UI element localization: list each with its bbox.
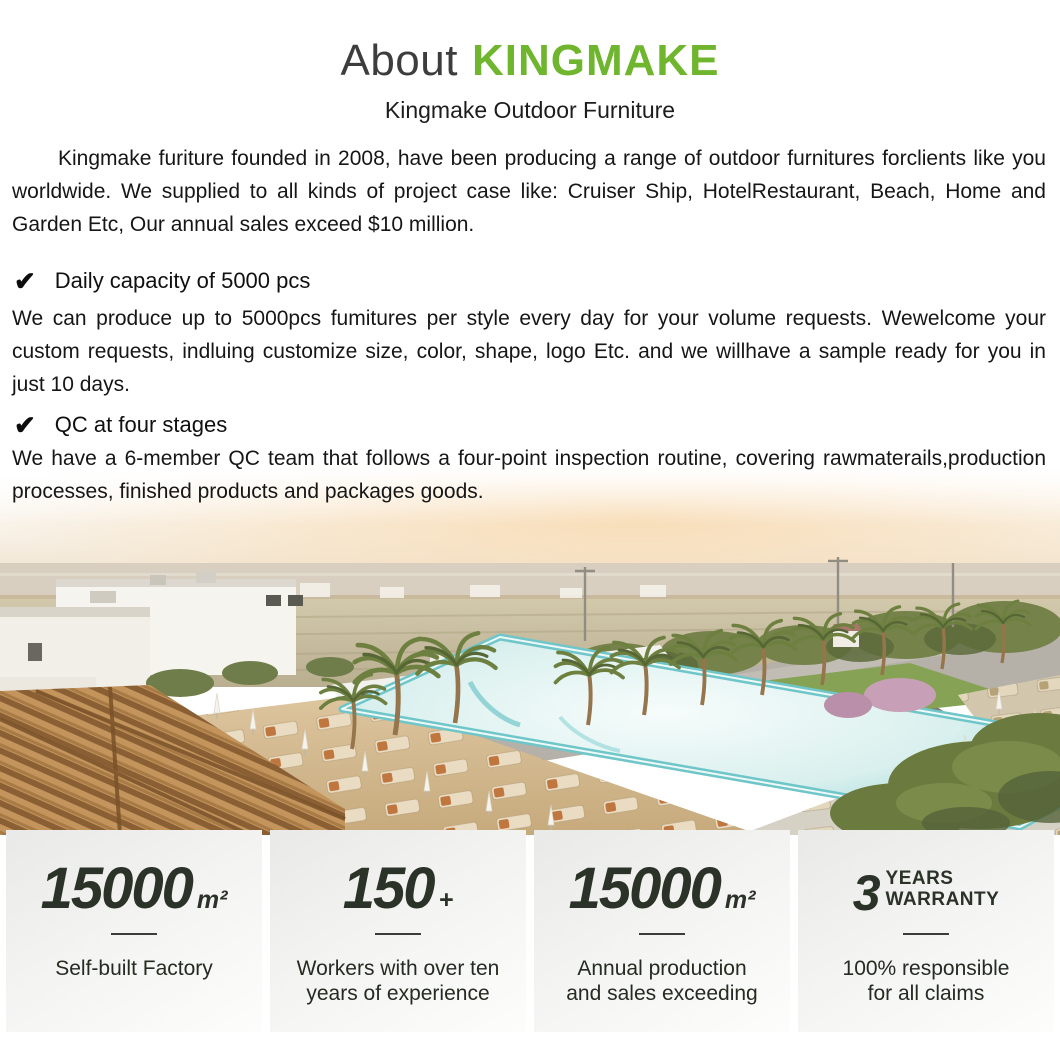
hero-photo — [0, 467, 1060, 835]
feature-body: We can produce up to 5000pcs fumitures per style every day for your volume requests. Wewelcome your custom requests, indluing customize size, color, shape, logo Etc. and we willhave a sample ready for you in just 10 days. — [12, 307, 1046, 396]
stat-unit: + — [438, 886, 454, 914]
stat-value: 15000 — [40, 856, 192, 921]
brand-name: KINGMAKE — [471, 36, 720, 85]
title-about: About — [340, 36, 458, 85]
feature-item-qc — [14, 412, 1046, 438]
intro-paragraph: Kingmake furiture founded in 2008, have been producing a range of outdoor furnitures forclients like you worldwide. We supplied to all kinds of project case like: Cruiser Ship, HotelRestaurant, Beach, Home and Garden Etc, Our annual sales exceed $10 million. — [12, 147, 1046, 236]
stat-caption: Annual production and sales exceeding — [566, 957, 758, 1005]
stat-unit: m² — [724, 886, 756, 914]
page-title — [0, 36, 1060, 86]
stat-card-warranty — [798, 830, 1054, 1032]
stat-value-row — [342, 856, 454, 921]
stat-unit: YEARS WARRANTY — [885, 868, 1000, 910]
stats-section — [0, 830, 1060, 1032]
feature-title: QC at four stages — [54, 412, 228, 437]
feature-item-capacity — [14, 268, 1046, 294]
feature-title: Daily capacity of 5000 pcs — [54, 268, 311, 293]
stat-card-workers — [270, 830, 526, 1032]
check-icon: ✔ — [14, 266, 36, 296]
stat-underline — [111, 933, 157, 935]
stat-caption: Self-built Factory — [55, 957, 213, 980]
stat-value: 15000 — [568, 856, 720, 921]
stat-value-row — [568, 856, 756, 921]
stat-underline — [639, 933, 685, 935]
stat-caption: Workers with over ten years of experience — [296, 957, 500, 1005]
stat-value-row — [852, 856, 1000, 921]
stat-underline — [903, 933, 949, 935]
stat-value: 150 — [342, 856, 434, 921]
check-icon: ✔ — [14, 410, 36, 440]
stat-unit: m² — [196, 886, 228, 914]
stat-card-factory — [6, 830, 262, 1032]
page-subtitle: Kingmake Outdoor Furniture — [384, 97, 676, 123]
stat-caption: 100% responsible for all claims — [842, 957, 1010, 1005]
stat-card-production — [534, 830, 790, 1032]
stat-value: 3 — [852, 865, 880, 921]
stat-value-row — [40, 856, 228, 921]
stat-underline — [375, 933, 421, 935]
feature-body: We have a 6-member QC team that follows a four-point inspection routine, covering rawmaterails,production processes, finished products and packages goods. — [12, 447, 1046, 503]
